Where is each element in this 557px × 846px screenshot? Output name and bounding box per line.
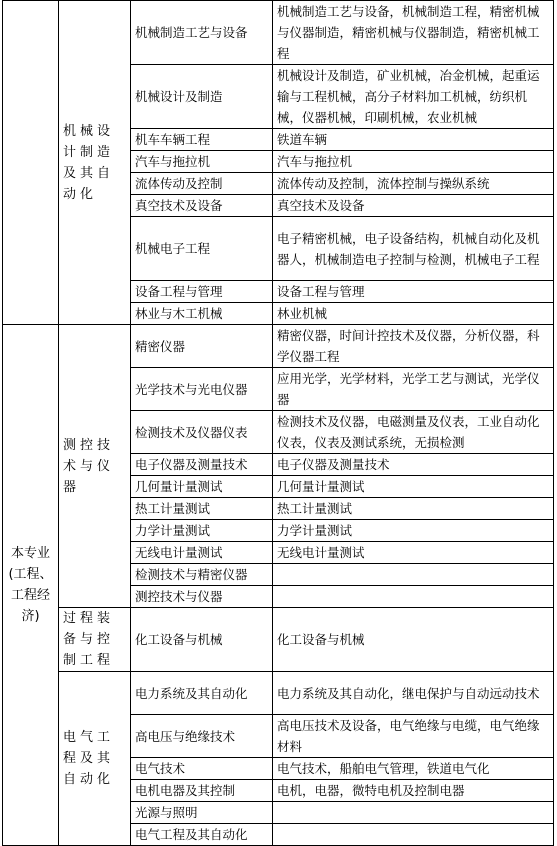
- old-major-names: 化工设备与机械: [273, 608, 554, 672]
- major-name: 化工设备与机械: [131, 608, 273, 672]
- major-name: 光学技术与光电仪器: [131, 368, 273, 411]
- major-name: 设备工程与管理: [131, 281, 273, 303]
- major-table: [2, 0, 554, 846]
- old-major-names: 电气技术，船舶电气管理，铁道电气化: [273, 758, 554, 780]
- old-major-names: 机械设计及制造，矿业机械，冶金机械，起重运输与工程机械，高分子材料加工机械，纺织机械，仪器机械，印刷机械，农业机械: [273, 65, 554, 129]
- table-row: [3, 608, 554, 672]
- old-major-names: 力学计量测试: [273, 520, 554, 542]
- old-major-names: 电力系统及其自动化，继电保护与自动远动技术: [273, 672, 554, 715]
- major-name: 无线电计量测试: [131, 542, 273, 564]
- major-name: 几何量计量测试: [131, 476, 273, 498]
- old-major-names: 应用光学，光学材料，光学工艺与测试，光学仪器: [273, 368, 554, 411]
- major-name: 机械电子工程: [131, 217, 273, 281]
- major-name: 高电压与绝缘技术: [131, 715, 273, 758]
- old-major-names: 机械制造工艺与设备，机械制造工程，精密机械与仪器制造，精密机械与仪器制造，精密机械工程: [273, 1, 554, 65]
- category-cell: 本专业(工程、工程经济): [3, 325, 59, 846]
- subject-cell: 测控技术与仪器: [59, 325, 131, 608]
- major-name: 机械制造工艺与设备: [131, 1, 273, 65]
- subject-cell: 电气工程及其自动化: [59, 672, 131, 846]
- old-major-names: 设备工程与管理: [273, 281, 554, 303]
- old-major-names: 电机，电器，微特电机及控制电器: [273, 780, 554, 802]
- major-name: 热工计量测试: [131, 498, 273, 520]
- table-row: [3, 672, 554, 715]
- old-major-names: 铁道车辆: [273, 129, 554, 151]
- category-cell-continued: [3, 1, 59, 325]
- old-major-names: 流体传动及控制，流体控制与操纵系统: [273, 173, 554, 195]
- major-name: 机械设计及制造: [131, 65, 273, 129]
- subject-cell: 机械设计制造及其自动化: [59, 1, 131, 325]
- major-name: 光源与照明: [131, 802, 273, 824]
- table-row: [3, 325, 554, 368]
- old-major-names: 林业机械: [273, 303, 554, 325]
- old-major-names: 精密仪器，时间计控技术及仪器，分析仪器，科学仪器工程: [273, 325, 554, 368]
- major-name: 精密仪器: [131, 325, 273, 368]
- major-name: 测控技术与仪器: [131, 586, 273, 608]
- major-name: 电力系统及其自动化: [131, 672, 273, 715]
- old-major-names: 真空技术及设备: [273, 195, 554, 217]
- major-name: 电机电器及其控制: [131, 780, 273, 802]
- major-name: 检测技术及仪器仪表: [131, 411, 273, 454]
- major-name: 机车车辆工程: [131, 129, 273, 151]
- major-name: 电气工程及其自动化: [131, 824, 273, 846]
- old-major-names: 热工计量测试: [273, 498, 554, 520]
- major-name: 真空技术及设备: [131, 195, 273, 217]
- major-name: 检测技术与精密仪器: [131, 564, 273, 586]
- old-major-names: [273, 802, 554, 824]
- major-name: 流体传动及控制: [131, 173, 273, 195]
- old-major-names: 电子精密机械，电子设备结构，机械自动化及机器人，机械制造电子控制与检测，机械电子工程: [273, 217, 554, 281]
- old-major-names: 高电压技术及设备，电气绝缘与电缆，电气绝缘材料: [273, 715, 554, 758]
- major-name: 电子仪器及测量技术: [131, 454, 273, 476]
- major-name: 汽车与拖拉机: [131, 151, 273, 173]
- old-major-names: [273, 564, 554, 586]
- old-major-names: 汽车与拖拉机: [273, 151, 554, 173]
- old-major-names: [273, 824, 554, 846]
- major-name: 林业与木工机械: [131, 303, 273, 325]
- old-major-names: 无线电计量测试: [273, 542, 554, 564]
- table-row: [3, 1, 554, 65]
- old-major-names: 电子仪器及测量技术: [273, 454, 554, 476]
- major-name: 电气技术: [131, 758, 273, 780]
- major-name: 力学计量测试: [131, 520, 273, 542]
- old-major-names: 检测技术及仪器，电磁测量及仪表，工业自动化仪表，仪表及测试系统，无损检测: [273, 411, 554, 454]
- old-major-names: [273, 586, 554, 608]
- old-major-names: 几何量计量测试: [273, 476, 554, 498]
- subject-cell: 过程装备与控制工程: [59, 608, 131, 672]
